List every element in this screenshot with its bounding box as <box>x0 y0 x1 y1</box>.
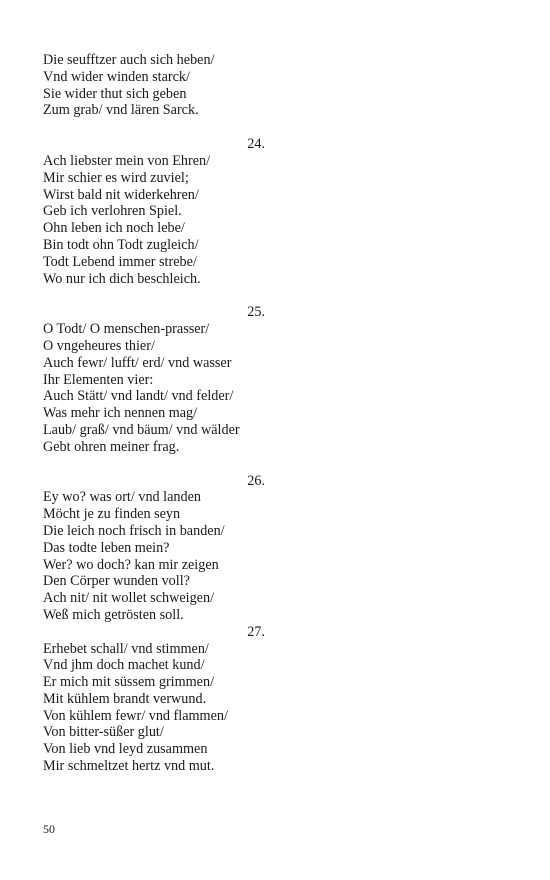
verse-line: O vngeheures thier/ <box>43 337 155 354</box>
verse-line: Von lieb vnd leyd zusammen <box>43 741 208 758</box>
verse-line: Zum grab/ vnd lären Sarck. <box>43 102 199 119</box>
verse-line: Sie wider thut sich geben <box>43 85 187 102</box>
verse-line: Das todte leben mein? <box>43 539 170 556</box>
verse-line: Erhebet schall/ vnd stimmen/ <box>43 640 209 657</box>
verse-line: Ey wo? was ort/ vnd landen <box>43 489 201 506</box>
verse-line: Ach nit/ nit wollet schweigen/ <box>43 590 215 607</box>
verse-line: O Todt/ O menschen-prasser/ <box>43 321 210 338</box>
verse-line: Mit kühlem brandt verwund. <box>43 690 207 707</box>
verse-line: Den Cörper wunden voll? <box>43 573 190 590</box>
stanza-number: 26. <box>247 472 265 489</box>
verse-line: Wo nur ich dich beschleich. <box>43 270 201 287</box>
page-number: 50 <box>43 822 55 836</box>
verse-line: Möcht je zu finden seyn <box>43 506 181 523</box>
stanza-number: 27. <box>247 623 265 640</box>
stanza-26 <box>43 473 265 624</box>
verse-line: Vnd wider winden starck/ <box>43 68 190 85</box>
verse-line: Weß mich getrösten soll. <box>43 606 184 623</box>
verse-line: Von bitter-süßer glut/ <box>43 724 164 741</box>
verse-line: Wer? wo doch? kan mir zeigen <box>43 556 219 573</box>
verse-line: Auch fewr/ lufft/ erd/ vnd wasser <box>43 354 232 371</box>
verse-line: Todt Lebend immer strebe/ <box>43 253 197 270</box>
poem-page <box>43 52 265 775</box>
verse-line: Vnd jhm doch machet kund/ <box>43 657 205 674</box>
verse-line: Die seufftzer auch sich heben/ <box>43 52 215 68</box>
verse-line: Von kühlem fewr/ vnd flammen/ <box>43 707 228 724</box>
verse-line: Mir schier es wird zuviel; <box>43 169 189 186</box>
verse-line: Was mehr ich nennen mag/ <box>43 405 198 422</box>
verse-line: Mir schmeltzet hertz vnd mut. <box>43 758 215 775</box>
verse-line: Bin todt ohn Todt zugleich/ <box>43 236 199 253</box>
verse-line: Wirst bald nit widerkehren/ <box>43 186 199 203</box>
verse-line: Ach liebster mein von Ehren/ <box>43 152 211 169</box>
verse-line: Ohn leben ich noch lebe/ <box>43 220 185 237</box>
stanza-25 <box>43 304 265 455</box>
stanza-27 <box>43 624 265 775</box>
verse-line: Gebt ohren meiner frag. <box>43 438 180 455</box>
verse-line: Die leich noch frisch in banden/ <box>43 522 225 539</box>
verse-line: Ihr Elementen vier: <box>43 371 154 388</box>
verse-line: Laub/ graß/ vnd bäum/ vnd wälder <box>43 421 240 438</box>
stanza-24 <box>43 136 265 287</box>
stanza-number: 24. <box>247 136 265 153</box>
verse-line: Geb ich verlohren Spiel. <box>43 203 182 220</box>
verse-line: Auch Stätt/ vnd landt/ vnd felder/ <box>43 388 234 405</box>
stanza-number: 25. <box>247 304 265 321</box>
verse-line: Er mich mit süssem grimmen/ <box>43 674 215 691</box>
stanza-continued <box>43 52 265 119</box>
